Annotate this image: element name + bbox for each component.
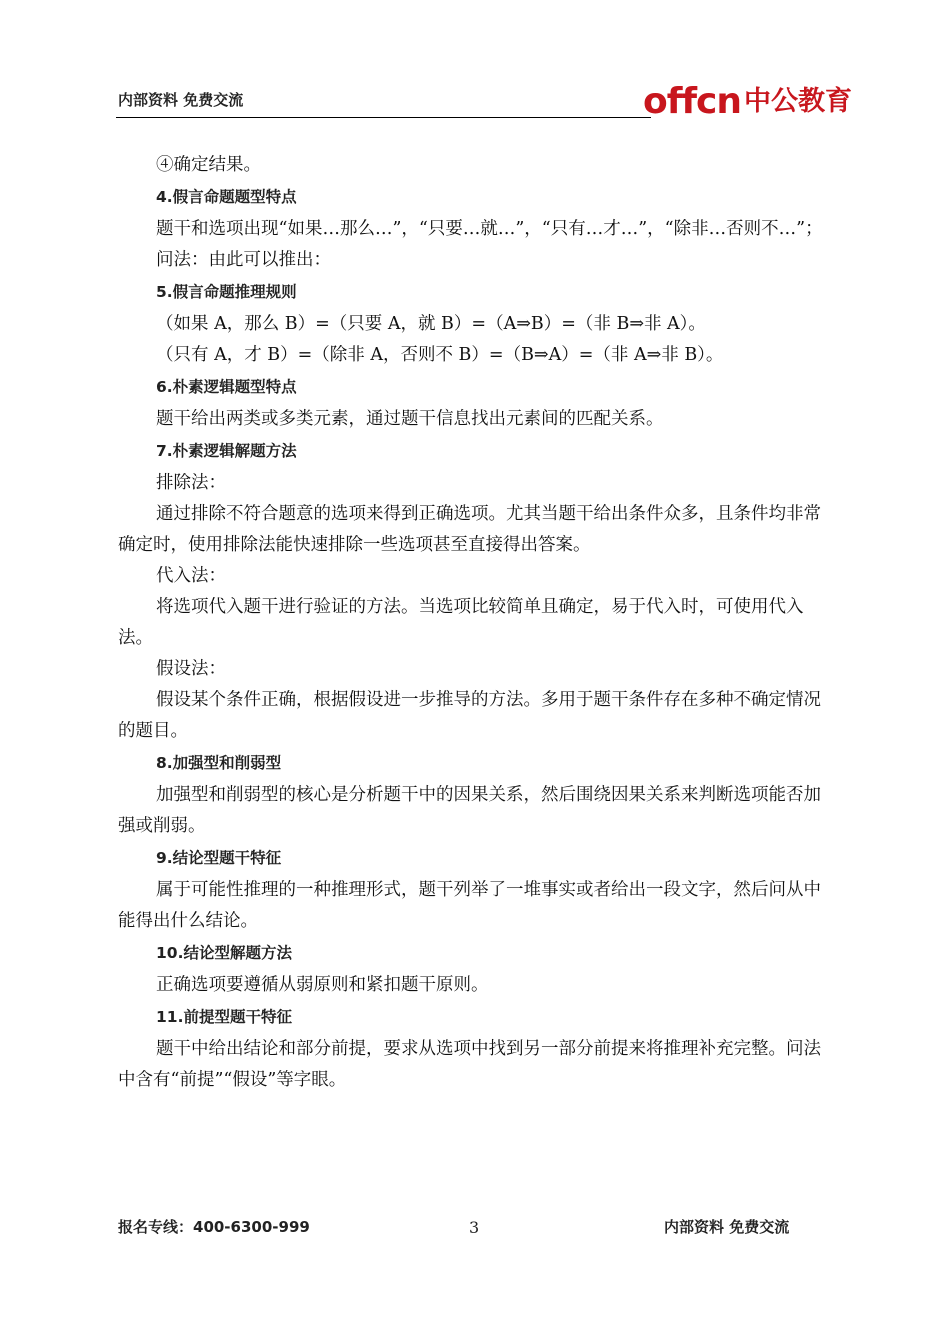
footer-hotline: 报名专线：400-6300-999 [118,1218,310,1236]
body-paragraph: 排除法： [156,473,226,493]
logo-name: 中公教育 [744,86,853,117]
offcn-logo [643,78,852,122]
body-paragraph: 题干中给出结论和部分前提，要求从选项中找到另一部分前提来将推理补充完整。问法中含有“前提”“假设”等字眼。 [118,1039,821,1090]
body-paragraph: 将选项代入题干进行验证的方法。当选项比较简单且确定，易于代入时，可使用代入法。 [118,597,804,648]
body-paragraph: 加强型和削弱型的核心是分析题干中的因果关系，然后围绕因果关系来判断选项能否加强或削弱。 [118,785,821,836]
page-number: 3 [469,1218,480,1237]
body-paragraph: 假设某个条件正确，根据假设进一步推导的方法。多用于题干条件存在多种不确定情况的题目。 [118,690,821,741]
section-heading: 7.朴素逻辑解题方法 [156,442,297,460]
section-heading: 6.朴素逻辑题型特点 [156,378,297,396]
body-paragraph: 假设法： [156,659,226,679]
footer-label: 内部资料 免费交流 [664,1218,790,1236]
body-paragraph: 通过排除不符合题意的选项来得到正确选项。尤其当题干给出条件众多，且条件均非常确定时，使用排除法能快速排除一些选项甚至直接得出答案。 [118,504,821,555]
section-heading: 8.加强型和削弱型 [156,754,282,772]
body-paragraph: 正确选项要遵循从弱原则和紧扣题干原则。 [156,975,489,995]
body-paragraph: （只有 A，才 B）=（除非 A，否则不 B）=（B⇒A）=（非 A⇒非 B）。 [156,345,724,365]
section-heading: 11.前提型题干特征 [156,1008,292,1026]
body-paragraph: 题干给出两类或多类元素，通过题干信息找出元素间的匹配关系。 [156,409,664,429]
logo-mark: offcn [643,81,742,122]
body-paragraph: 代入法： [156,566,226,586]
section-heading: 5.假言命题推理规则 [156,283,297,301]
section-heading: 10.结论型解题方法 [156,944,292,962]
header-rule [116,117,651,118]
section-heading: 4.假言命题题型特点 [156,188,297,206]
section-heading: 9.结论型题干特征 [156,849,282,867]
body-paragraph: 问法：由此可以推出： [156,250,331,270]
body-paragraph: ④确定结果。 [156,155,261,175]
body-paragraph: 属于可能性推理的一种推理形式，题干列举了一堆事实或者给出一段文字，然后问从中能得出什么结论。 [118,880,821,931]
body-paragraph: （如果 A，那么 B）=（只要 A，就 B）=（A⇒B）=（非 B⇒非 A）。 [156,314,706,334]
document-body [118,150,834,1096]
header-label: 内部资料 免费交流 [118,91,244,109]
body-paragraph: 题干和选项出现“如果…那么…”，“只要…就…”，“只有…才…”，“除非…否则不…”； [156,219,823,239]
